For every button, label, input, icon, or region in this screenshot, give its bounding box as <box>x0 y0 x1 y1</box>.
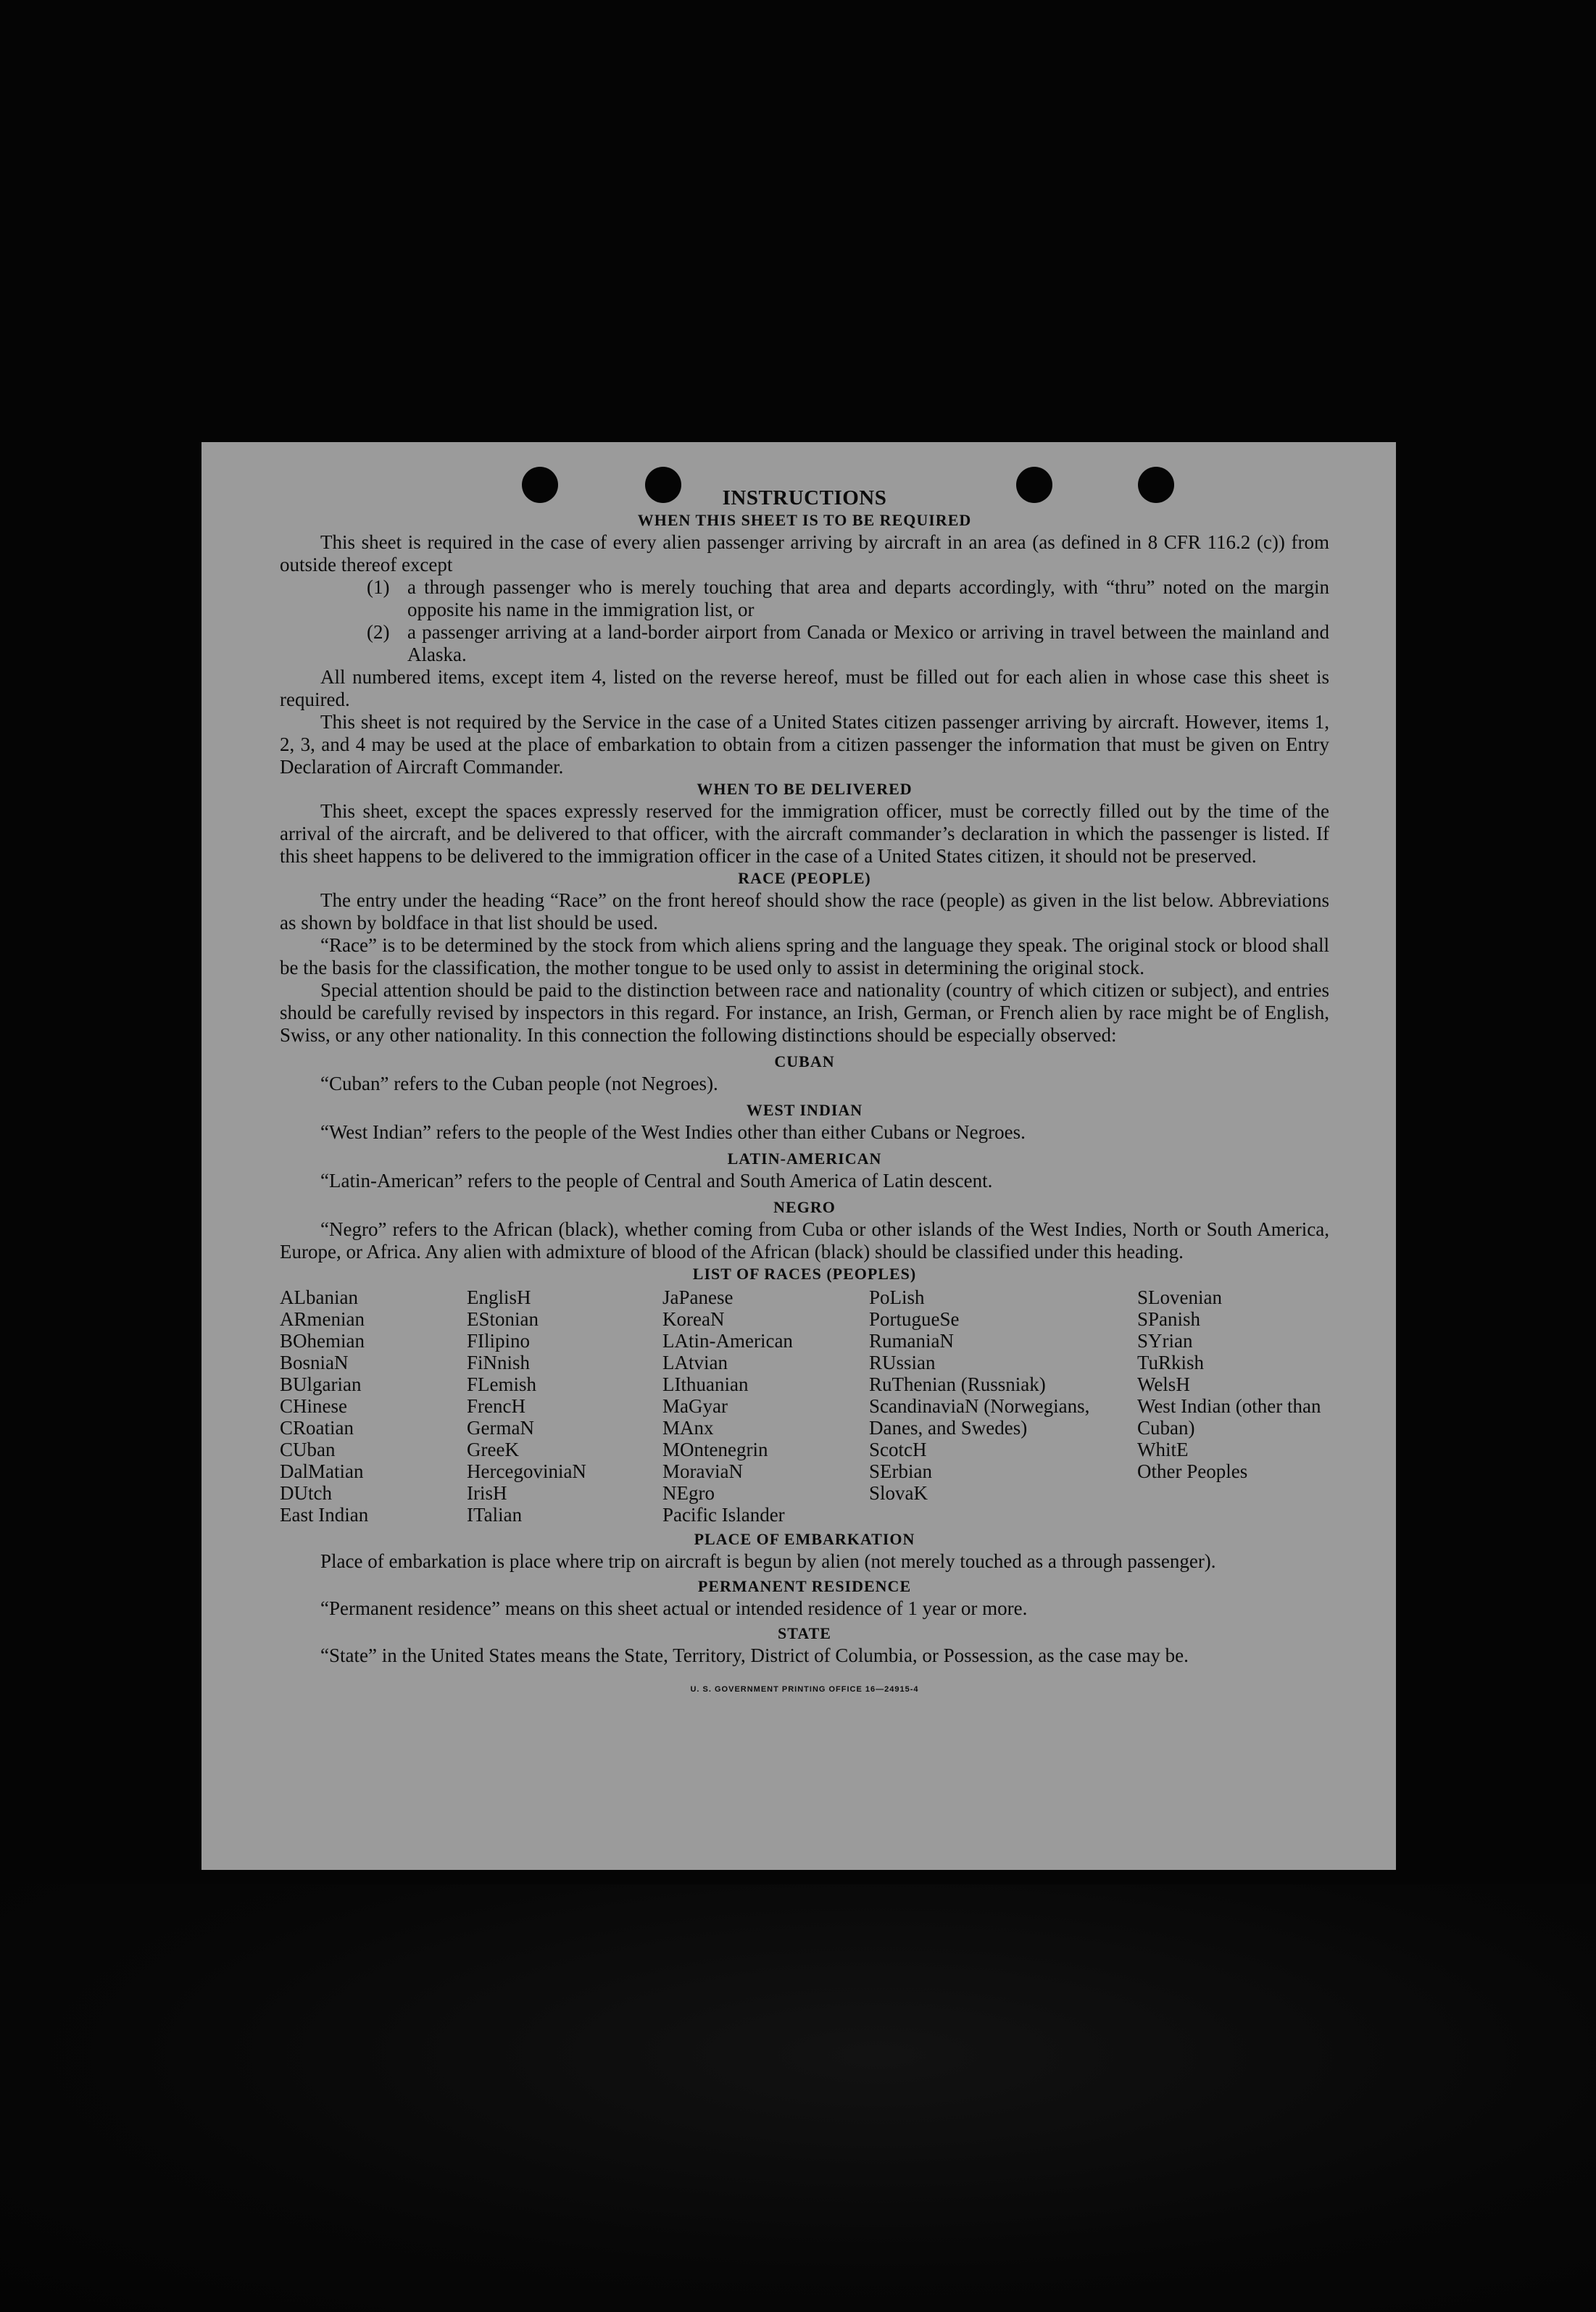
race-entry: NEgro <box>662 1482 715 1504</box>
races-column <box>467 1286 662 1526</box>
race-entry: ScandinaviaN (Norwegians, Danes, and Swedes) <box>869 1395 1090 1439</box>
race-entry: EnglisH <box>467 1286 531 1308</box>
paragraph: The entry under the heading “Race” on the front hereof should show the race (people) as given in the list below. Abbreviations as shown by boldface in that list should be used. <box>280 889 1329 933</box>
race-entry: SPanish <box>1137 1308 1201 1330</box>
race-entry: PoLish <box>869 1286 925 1308</box>
section-heading: WHEN TO BE DELIVERED <box>697 780 913 798</box>
race-entry: SYrian <box>1137 1330 1193 1352</box>
race-entry: TuRkish <box>1137 1352 1205 1373</box>
item-number: (2) <box>367 621 390 643</box>
printer-imprint: U. S. GOVERNMENT PRINTING OFFICE 16—24915-4 <box>690 1685 919 1694</box>
races-column <box>280 1286 467 1526</box>
race-entry: RuThenian (Russniak) <box>869 1373 1046 1395</box>
race-entry: KoreaN <box>662 1308 725 1330</box>
race-entry: MOntenegrin <box>662 1439 768 1460</box>
paragraph: “West Indian” refers to the people of the West Indies other than either Cubans or Negroes. <box>320 1121 1026 1143</box>
paragraph: Place of embarkation is place where trip on aircraft is begun by alien (not merely touched as a through passenger). <box>320 1550 1216 1572</box>
section-heading: NEGRO <box>773 1198 836 1216</box>
list-item <box>367 621 1329 666</box>
list-item <box>367 576 1329 621</box>
paragraph: “Permanent residence” means on this sheet actual or intended residence of 1 year or more. <box>320 1597 1028 1619</box>
race-entry: ARmenian <box>280 1308 365 1330</box>
race-entry: GermaN <box>467 1417 534 1439</box>
paragraph: This sheet is not required by the Service in the case of a United States citizen passenger arriving by aircraft. However, items 1, 2, 3, and 4 may be used at the place of embarkation to obtain from a citizen passenger the information that must be given on Entry Declaration of Aircraft Commander. <box>280 711 1329 778</box>
race-entry: EStonian <box>467 1308 539 1330</box>
race-entry: East Indian <box>280 1504 369 1526</box>
race-entry: RumaniaN <box>869 1330 954 1352</box>
race-entry: IrisH <box>467 1482 507 1504</box>
race-entry: LIthuanian <box>662 1373 749 1395</box>
section-heading: LIST OF RACES (PEOPLES) <box>692 1265 917 1283</box>
race-entry: GreeK <box>467 1439 519 1460</box>
race-entry: BOhemian <box>280 1330 365 1352</box>
race-entry: SlovaK <box>869 1482 928 1504</box>
races-column <box>662 1286 869 1526</box>
paragraph: This sheet, except the spaces expressly reserved for the immigration officer, must be correctly filled out by the time of the arrival of the aircraft, and be delivered to that officer, with the aircraft commander’s declaration in which the passenger is listed. If this sheet happens to be delivered to the immigration officer in the case of a United States citizen, it should not be preserved. <box>280 800 1329 867</box>
race-entry: CUban <box>280 1439 336 1460</box>
section-heading: PERMANENT RESIDENCE <box>697 1577 912 1595</box>
section-heading: CUBAN <box>774 1052 835 1070</box>
race-entry: PortugueSe <box>869 1308 960 1330</box>
paragraph: “Cuban” refers to the Cuban people (not Negroes). <box>320 1073 718 1094</box>
race-entry: FIlipino <box>467 1330 531 1352</box>
race-entry: CHinese <box>280 1395 347 1417</box>
instruction-sheet <box>201 442 1396 1870</box>
race-entry: DalMatian <box>280 1460 364 1482</box>
paragraph: Special attention should be paid to the distinction between race and nationality (country of which citizen or subject), and entries should be carefully revised by inspectors in this regard. For instance, an Irish, German, or French alien by race might be of English, Swiss, or any other nationality. In this connection the following distinctions should be especially observed: <box>280 979 1329 1046</box>
scan-background <box>0 1884 1596 2312</box>
item-text: a through passenger who is merely touching that area and departs accordingly, with “thru” noted on the margin opposite his name in the immigration list, or <box>407 576 1329 620</box>
race-entry: HercegoviniaN <box>467 1460 586 1482</box>
race-entry: MaGyar <box>662 1395 728 1417</box>
section-heading: PLACE OF EMBARKATION <box>694 1530 915 1548</box>
section-heading: RACE (PEOPLE) <box>738 869 871 887</box>
punch-hole <box>1138 467 1174 503</box>
paragraph: “Negro” refers to the African (black), whether coming from Cuba or other islands of the West Indies, North or South America, Europe, or Africa. Any alien with admixture of blood of the African (black) should be classified under this heading. <box>280 1218 1329 1263</box>
paragraph: “State” in the United States means the State, Territory, District of Columbia, or Possession, as the case may be. <box>320 1644 1189 1666</box>
race-entry: FrencH <box>467 1395 525 1417</box>
races-column <box>869 1286 1137 1526</box>
race-entry: LAtvian <box>662 1352 728 1373</box>
races-column <box>1137 1286 1329 1526</box>
section-heading: WEST INDIAN <box>746 1101 863 1119</box>
race-entry: SErbian <box>869 1460 932 1482</box>
race-entry: CRoatian <box>280 1417 354 1439</box>
race-entry: Pacific Islander <box>662 1504 785 1526</box>
section-heading: STATE <box>778 1624 831 1642</box>
paragraph: “Race” is to be determined by the stock from which aliens spring and the language they speak. The original stock or blood shall be the basis for the classification, the mother tongue to be used only to assist in determining the original stock. <box>280 934 1329 978</box>
paragraph: “Latin-American” refers to the people of Central and South America of Latin descent. <box>320 1170 993 1192</box>
race-entry: SLovenian <box>1137 1286 1222 1308</box>
race-entry: WhitE <box>1137 1439 1189 1460</box>
race-entry: FiNnish <box>467 1352 531 1373</box>
race-entry: WelsH <box>1137 1373 1190 1395</box>
section-heading: LATIN-AMERICAN <box>727 1149 882 1168</box>
races-table <box>280 1286 1329 1526</box>
race-entry: RUssian <box>869 1352 936 1373</box>
paragraph: This sheet is required in the case of every alien passenger arriving by aircraft in an area (as defined in 8 CFR 116.2 (c)) from outside thereof except <box>280 531 1329 575</box>
item-text: a passenger arriving at a land-border airport from Canada or Mexico or arriving in travel between the mainland and Alaska. <box>407 621 1329 665</box>
race-entry: DUtch <box>280 1482 332 1504</box>
race-entry: JaPanese <box>662 1286 733 1308</box>
race-entry: BUlgarian <box>280 1373 362 1395</box>
race-entry: MAnx <box>662 1417 714 1439</box>
race-entry: BosniaN <box>280 1352 349 1373</box>
punch-hole <box>1016 467 1052 503</box>
page-title: INSTRUCTIONS <box>722 486 887 510</box>
section-heading: WHEN THIS SHEET IS TO BE REQUIRED <box>637 511 972 529</box>
race-entry: West Indian (other than Cuban) <box>1137 1395 1321 1439</box>
race-entry: FLemish <box>467 1373 537 1395</box>
item-number: (1) <box>367 576 390 598</box>
race-entry: ITalian <box>467 1504 523 1526</box>
race-entry: ALbanian <box>280 1286 358 1308</box>
race-entry: ScotcH <box>869 1439 927 1460</box>
punch-hole <box>522 467 558 503</box>
race-entry: MoraviaN <box>662 1460 743 1482</box>
race-entry: LAtin-American <box>662 1330 793 1352</box>
paragraph: All numbered items, except item 4, listed on the reverse hereof, must be filled out for each alien in whose case this sheet is required. <box>280 666 1329 710</box>
punch-hole <box>645 467 681 503</box>
race-entry: Other Peoples <box>1137 1460 1248 1482</box>
